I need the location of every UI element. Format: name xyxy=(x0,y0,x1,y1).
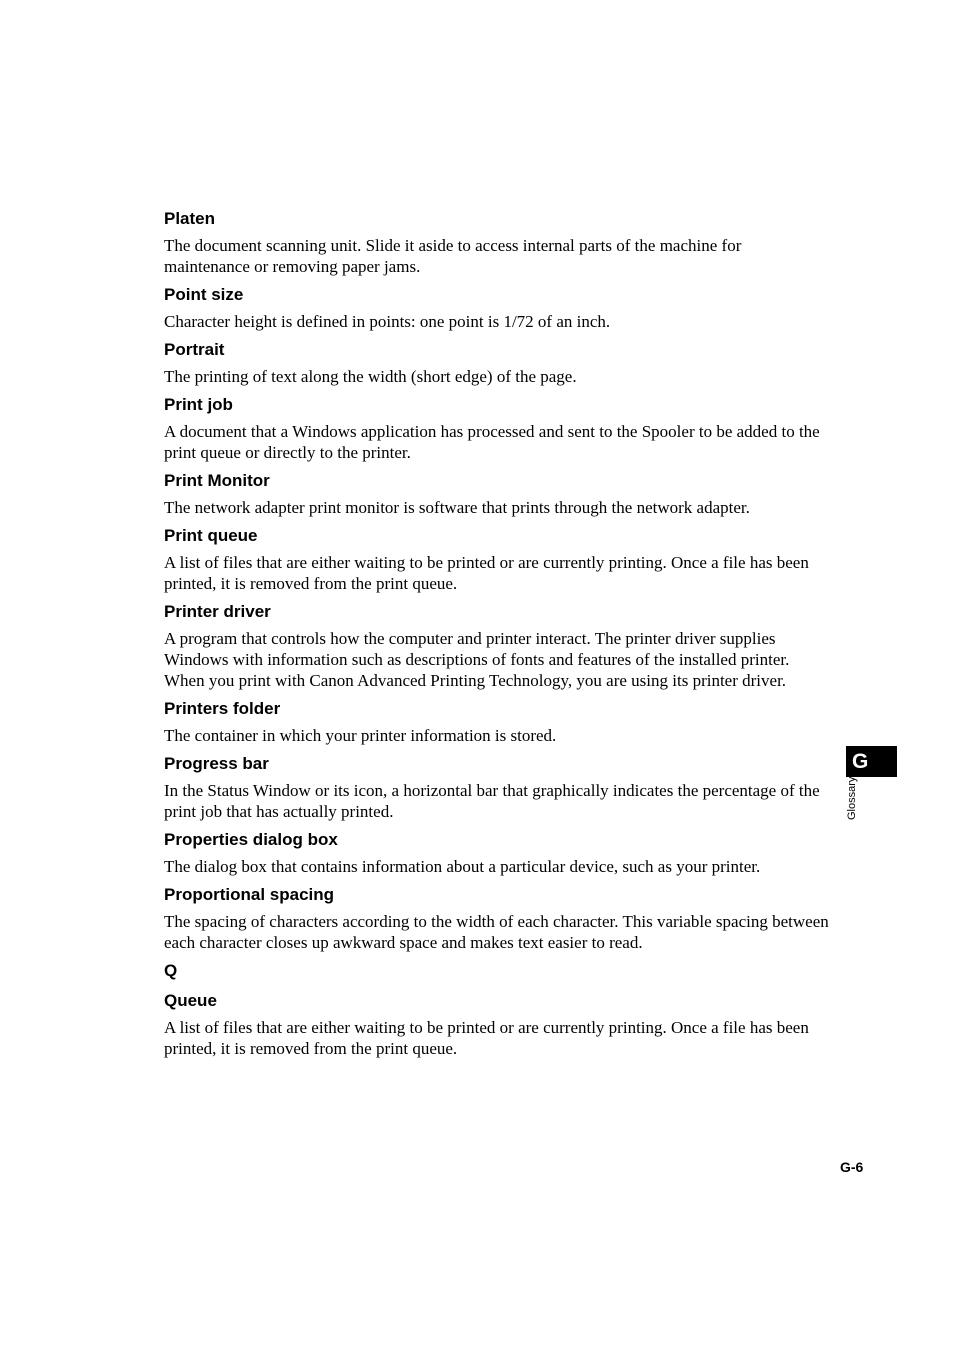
term-definition: A document that a Windows application has processed and sent to the Spooler to be added to the print queue or directly to the printer. xyxy=(164,422,820,462)
glossary-entry-queue xyxy=(164,990,829,1059)
glossary-entry-printer-driver xyxy=(164,601,829,691)
term-heading: Printer driver xyxy=(164,602,271,621)
term-definition: The document scanning unit. Slide it aside to access internal parts of the machine for maintenance or removing paper jams. xyxy=(164,236,742,276)
page-number: G-6 xyxy=(840,1159,864,1175)
term-definition: The network adapter print monitor is software that prints through the network adapter. xyxy=(164,498,750,517)
term-heading: Properties dialog box xyxy=(164,830,338,849)
glossary-content xyxy=(164,208,829,1066)
term-definition: A program that controls how the computer and printer interact. The printer driver supplies Windows with information such as descriptions of fonts and features of the installed printer. When you print with Canon Advanced Printing Technology, you are using its printer driver. xyxy=(164,629,790,690)
term-heading: Proportional spacing xyxy=(164,885,335,904)
term-definition: In the Status Window or its icon, a horizontal bar that graphically indicates the percentage of the print job that has actually printed. xyxy=(164,781,820,821)
term-heading: Printers folder xyxy=(164,699,281,718)
chapter-tab xyxy=(846,746,897,777)
term-heading: Platen xyxy=(164,209,216,228)
glossary-entry-printers-folder xyxy=(164,698,829,746)
glossary-entry-proportional-spacing xyxy=(164,884,829,953)
term-definition: The spacing of characters according to the width of each character. This variable spacing between each character closes up awkward space and makes text easier to read. xyxy=(164,912,829,952)
glossary-entry-print-queue xyxy=(164,525,829,594)
chapter-tab-letter: G xyxy=(852,750,869,773)
term-heading: Print job xyxy=(164,395,233,414)
glossary-entry-print-job xyxy=(164,394,829,463)
glossary-entry-progress-bar xyxy=(164,753,829,822)
term-heading: Point size xyxy=(164,285,244,304)
glossary-entry-portrait xyxy=(164,339,829,387)
section-letter-q: Q xyxy=(164,961,178,980)
term-definition: A list of files that are either waiting to be printed or are currently printing. Once a file has been printed, it is removed from the print queue. xyxy=(164,1018,809,1058)
term-heading: Queue xyxy=(164,991,217,1010)
term-heading: Print queue xyxy=(164,526,258,545)
term-definition: The printing of text along the width (short edge) of the page. xyxy=(164,367,577,386)
term-heading: Portrait xyxy=(164,340,225,359)
term-definition: The container in which your printer information is stored. xyxy=(164,726,557,745)
term-definition: Character height is defined in points: one point is 1/72 of an inch. xyxy=(164,312,611,331)
term-definition: A list of files that are either waiting to be printed or are currently printing. Once a file has been printed, it is removed from the print queue. xyxy=(164,553,809,593)
glossary-entry-print-monitor xyxy=(164,470,829,518)
glossary-entry-point-size xyxy=(164,284,829,332)
term-definition: The dialog box that contains information about a particular device, such as your printer. xyxy=(164,857,761,876)
chapter-tab-label: Glossary xyxy=(846,776,858,820)
term-heading: Progress bar xyxy=(164,754,269,773)
term-heading: Print Monitor xyxy=(164,471,270,490)
glossary-entry-properties-dialog-box xyxy=(164,829,829,877)
glossary-entry-platen xyxy=(164,208,829,277)
